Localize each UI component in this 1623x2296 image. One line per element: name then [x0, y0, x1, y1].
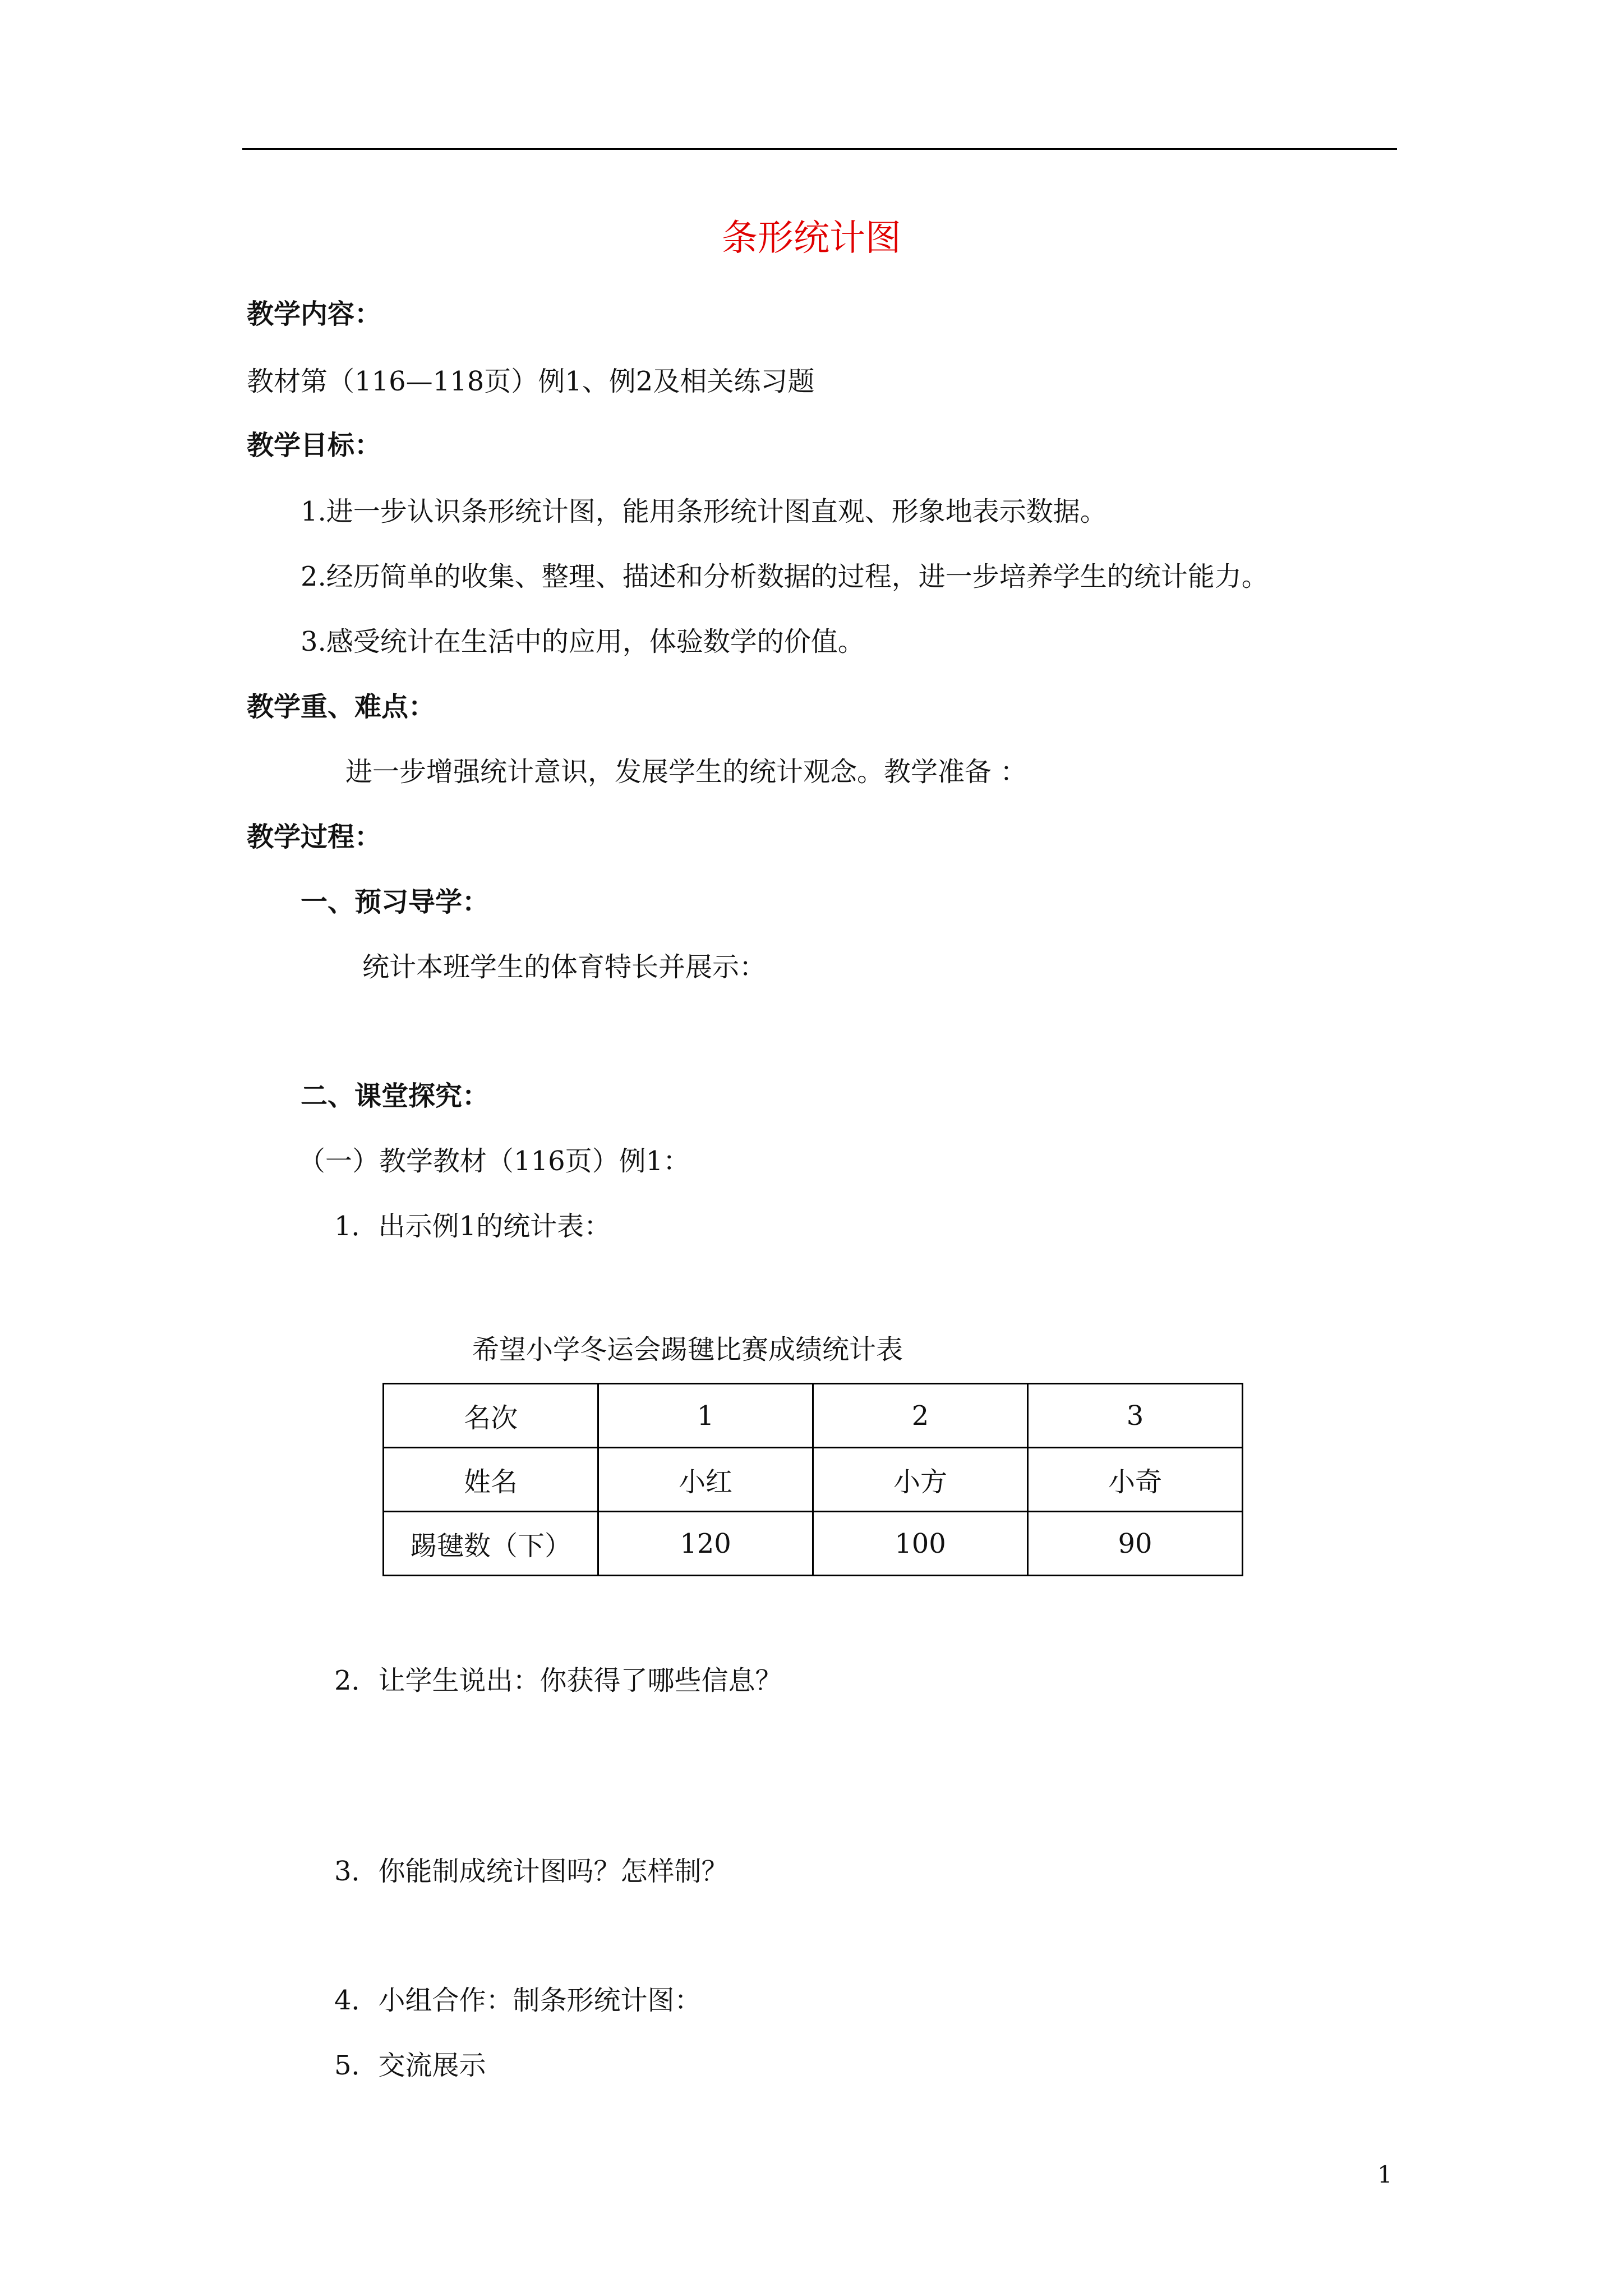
table-cell: 姓名 — [384, 1448, 598, 1512]
goals-heading: 教学目标： — [247, 430, 382, 461]
step-3: 3．你能制成统计图吗？怎样制？ — [334, 1856, 728, 1887]
table-caption: 希望小学冬运会踢毽比赛成绩统计表 — [472, 1334, 903, 1365]
goal-item-1: 1.进一步认识条形统计图，能用条形统计图直观、形象地表示数据。 — [301, 496, 1107, 527]
key-heading: 教学重、难点： — [247, 691, 436, 723]
goal-item-2: 2.经历简单的收集、整理、描述和分析数据的过程，进一步培养学生的统计能力。 — [301, 561, 1269, 592]
content-heading: 教学内容： — [247, 298, 382, 330]
part1-text: 统计本班学生的体育特长并展示： — [362, 951, 767, 983]
process-heading: 教学过程： — [247, 821, 382, 853]
table-cell: 90 — [1028, 1512, 1243, 1576]
table-cell: 小奇 — [1028, 1448, 1243, 1512]
content-text: 教材第（116—118页）例1、例2及相关练习题 — [247, 366, 815, 397]
stats-table — [382, 1383, 1243, 1576]
step-4: 4．小组合作：制条形统计图： — [334, 1985, 702, 2016]
part2-subheading: （一）教学教材（116页）例1： — [298, 1145, 690, 1177]
table-row — [384, 1384, 1243, 1448]
step-1: 1．出示例1的统计表： — [334, 1211, 611, 1242]
table-cell: 小方 — [813, 1448, 1028, 1512]
table-cell: 2 — [813, 1384, 1028, 1448]
table-cell: 踢毽数（下） — [384, 1512, 598, 1576]
table-cell: 100 — [813, 1512, 1028, 1576]
table-row — [384, 1448, 1243, 1512]
page-number: 1 — [1377, 2161, 1393, 2188]
page-title: 条形统计图 — [722, 218, 901, 259]
table-cell: 小红 — [598, 1448, 813, 1512]
table-cell: 名次 — [384, 1384, 598, 1448]
table-cell: 3 — [1028, 1384, 1243, 1448]
step-2: 2．让学生说出：你获得了哪些信息？ — [334, 1665, 782, 1696]
step-5: 5．交流展示 — [334, 2050, 486, 2081]
part1-heading: 一、预习导学： — [301, 886, 490, 918]
table-row — [384, 1512, 1243, 1576]
table-cell: 1 — [598, 1384, 813, 1448]
part2-heading: 二、课堂探究： — [301, 1080, 490, 1112]
header-rule — [242, 148, 1397, 150]
key-text: 进一步增强统计意识，发展学生的统计观念。教学准备 ： — [345, 756, 1027, 788]
table-cell: 120 — [598, 1512, 813, 1576]
goal-item-3: 3.感受统计在生活中的应用，体验数学的价值。 — [301, 626, 865, 657]
